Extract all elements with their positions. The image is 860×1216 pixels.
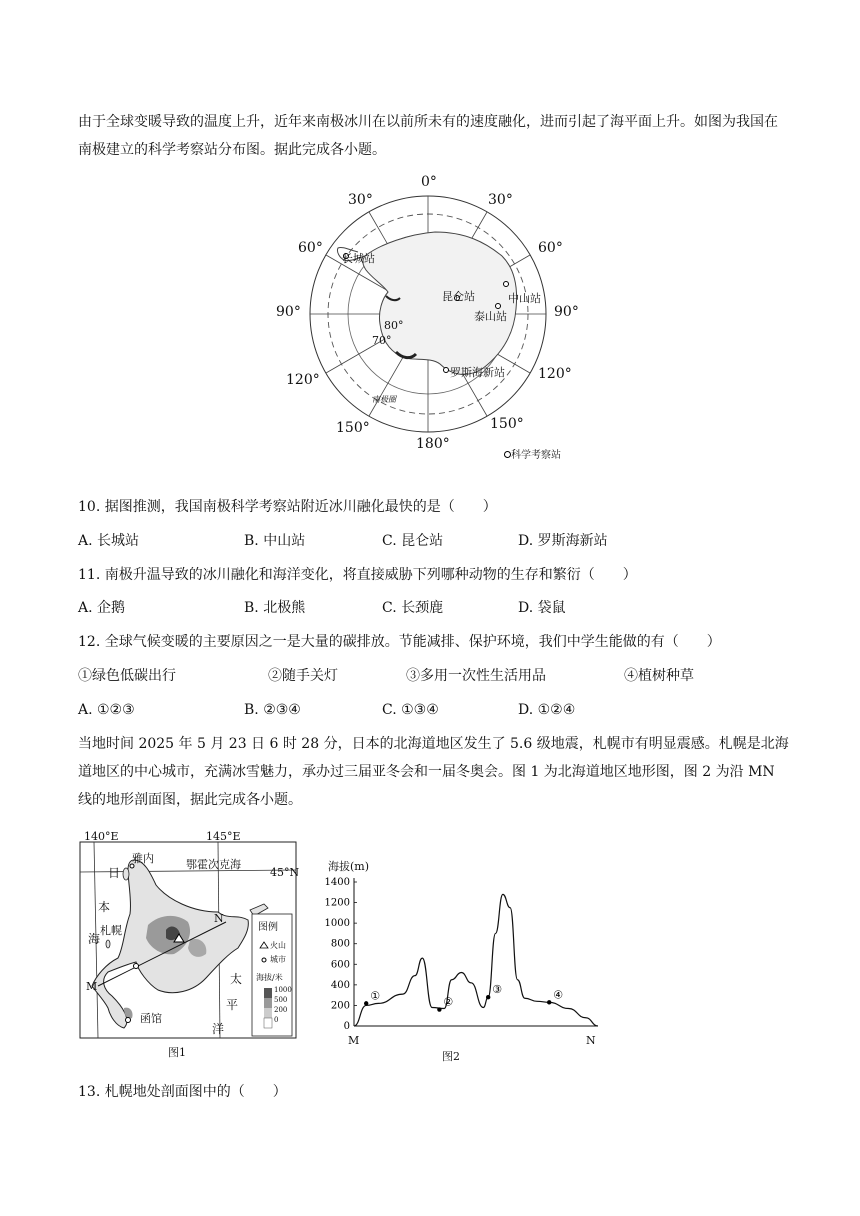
fig1-caption: 图1 [168,1046,186,1059]
station-label-kunlun: 昆仑站 [442,290,475,303]
profile-point-1 [364,1001,368,1005]
question-13-stem: 13. 札幌地处剖面图中的（ ） [78,1084,287,1100]
intro-paragraph-2: 当地时间 2025 年 5 月 23 日 6 时 28 分，日本的北海道地区发生了 5.6 级地震，札幌市有明显震感。札幌是北海道地区的中心城市，充满冰雪魅力，承办过三届亚冬会和一届冬奥会。图 1 为北海道地区地形图，图 2 为沿 MN 线的地形剖面图，据此完成各小题。 [78,736,789,808]
lon-label-120w: 120° [286,372,320,388]
fig1-wakkanai: 雅内 [132,852,154,865]
q12-option-d[interactable]: D. ①②④ [518,702,576,718]
lon-label-120e: 120° [538,366,572,382]
lon-label-60w: 60° [298,240,323,256]
station-label-rossnew: 罗斯海新站 [450,366,505,379]
fig1-legend-200: 200 [274,1006,288,1014]
fig1-legend-0: 0 [274,1016,279,1024]
fig1-lat-45: 45°N [270,866,300,879]
q12-option-a[interactable]: A. ①②③ [78,702,135,718]
q10-option-b[interactable]: B. 中山站 [244,533,306,549]
y-tick-label: 600 [330,959,350,971]
lon-label-0: 0° [421,174,437,190]
lat-label-80: 80° [384,319,404,332]
hokkaido-terrain-map [78,830,300,1062]
antarctica-station-map [270,174,590,464]
fig1-sapporo-label: 札幌 [100,924,122,937]
profile-point-label-4: ④ [553,988,564,1002]
lon-label-30w: 30° [348,192,373,208]
profile-point-label-3: ③ [492,983,503,997]
fig1-legend-city: 城市 [270,955,286,964]
lon-label-30e: 30° [488,192,513,208]
profile-point-3 [486,995,490,999]
profile-point-label-1: ① [370,989,381,1003]
intro-paragraph-1: 由于全球变暖导致的温度上升，近年来南极冰川在以前所未有的速度融化，进而引起了海平面上升。如图为我国在南极建立的科学考察站分布图。据此完成各小题。 [78,114,778,158]
lon-label-150w: 150° [336,420,370,436]
profile-point-2 [437,1007,441,1011]
q12-item-2: ②随手关灯 [268,668,338,684]
mn-profile-chart [318,854,608,1066]
q12-item-4: ④植树种草 [624,668,694,684]
question-12-stem: 12. 全球气候变暖的主要原因之一是大量的碳排放。节能减排、保护环境，我们中学生能做的有（ ） [78,634,721,650]
fig1-hakodate: 函馆 [140,1012,162,1025]
fig1-japan-sea-3: 海 [88,932,101,946]
q11-option-d[interactable]: D. 袋鼠 [518,600,566,616]
q10-option-d[interactable]: D. 罗斯海新站 [518,533,608,549]
y-tick-label: 1000 [324,918,350,930]
y-tick-label: 1400 [324,877,350,888]
fig1-legend-volcano: 火山 [270,941,286,950]
lon-label-60e: 60° [538,240,563,256]
q12-item-1: ①绿色低碳出行 [78,668,176,684]
fig2-point-m: M [348,1034,360,1047]
y-tick-label: 200 [330,1000,350,1012]
fig1-japan-sea-2: 本 [98,900,111,914]
fig2-ylabel: 海拔(m) [328,860,370,873]
q12-item-3: ③多用一次性生活用品 [406,668,546,684]
fig1-pacific-2: 平 [226,998,239,1012]
map-legend: 科学考察站 [504,446,561,461]
fig1-pacific-1: 太 [230,972,243,986]
q12-option-c[interactable]: C. ①③④ [382,702,439,718]
fig1-legend-500: 500 [274,996,288,1004]
station-label-changcheng: 长城站 [342,252,375,265]
q11-option-a[interactable]: A. 企鹅 [78,600,126,616]
lon-label-150e: 150° [490,416,524,432]
fig2-point-n: N [586,1034,596,1047]
question-11-stem: 11. 南极升温导致的冰川融化和海洋变化，将直接威胁下列哪种动物的生存和繁衍（ ） [78,567,637,583]
profile-point-label-2: ② [443,995,454,1009]
lon-label-180: 180° [416,436,450,452]
antarctic-circle-label: 南极圈 [372,395,396,404]
lon-label-90e: 90° [554,304,579,320]
q10-option-a[interactable]: A. 长城站 [78,533,140,549]
y-tick-label: 0 [343,1021,350,1032]
y-tick-label: 1200 [324,897,350,909]
q11-option-b[interactable]: B. 北极熊 [244,600,306,616]
fig1-legend-title: 图例 [258,922,278,933]
fig1-point-n: N [214,912,224,925]
fig2-caption: 图2 [442,1050,460,1063]
fig1-lon-140: 140°E [84,830,119,843]
fig1-point-m: M [86,980,98,993]
question-10-stem: 10. 据图推测，我国南极科学考察站附近冰川融化最快的是（ ） [78,499,497,515]
fig1-japan-sea-1: 日 [108,866,121,880]
station-label-zhongshan: 中山站 [508,292,541,305]
fig1-lon-145: 145°E [206,830,241,843]
y-tick-label: 400 [330,979,350,991]
lat-label-70: 70° [372,334,392,347]
q10-option-c[interactable]: C. 昆仑站 [382,533,444,549]
fig1-legend-1000: 1000 [274,986,292,994]
profile-point-4 [547,1000,551,1004]
lon-label-90w: 90° [276,304,301,320]
q12-option-b[interactable]: B. ②③④ [244,702,301,718]
profile-line [354,894,598,1026]
fig1-okhotsk-sea: 鄂霍次克海 [186,858,241,871]
station-label-taishan: 泰山站 [474,310,507,323]
fig1-pacific-3: 洋 [212,1022,225,1036]
q11-option-c[interactable]: C. 长颈鹿 [382,600,444,616]
fig1-legend-alt: 海拔/米 [256,973,283,982]
y-tick-label: 800 [330,938,350,950]
